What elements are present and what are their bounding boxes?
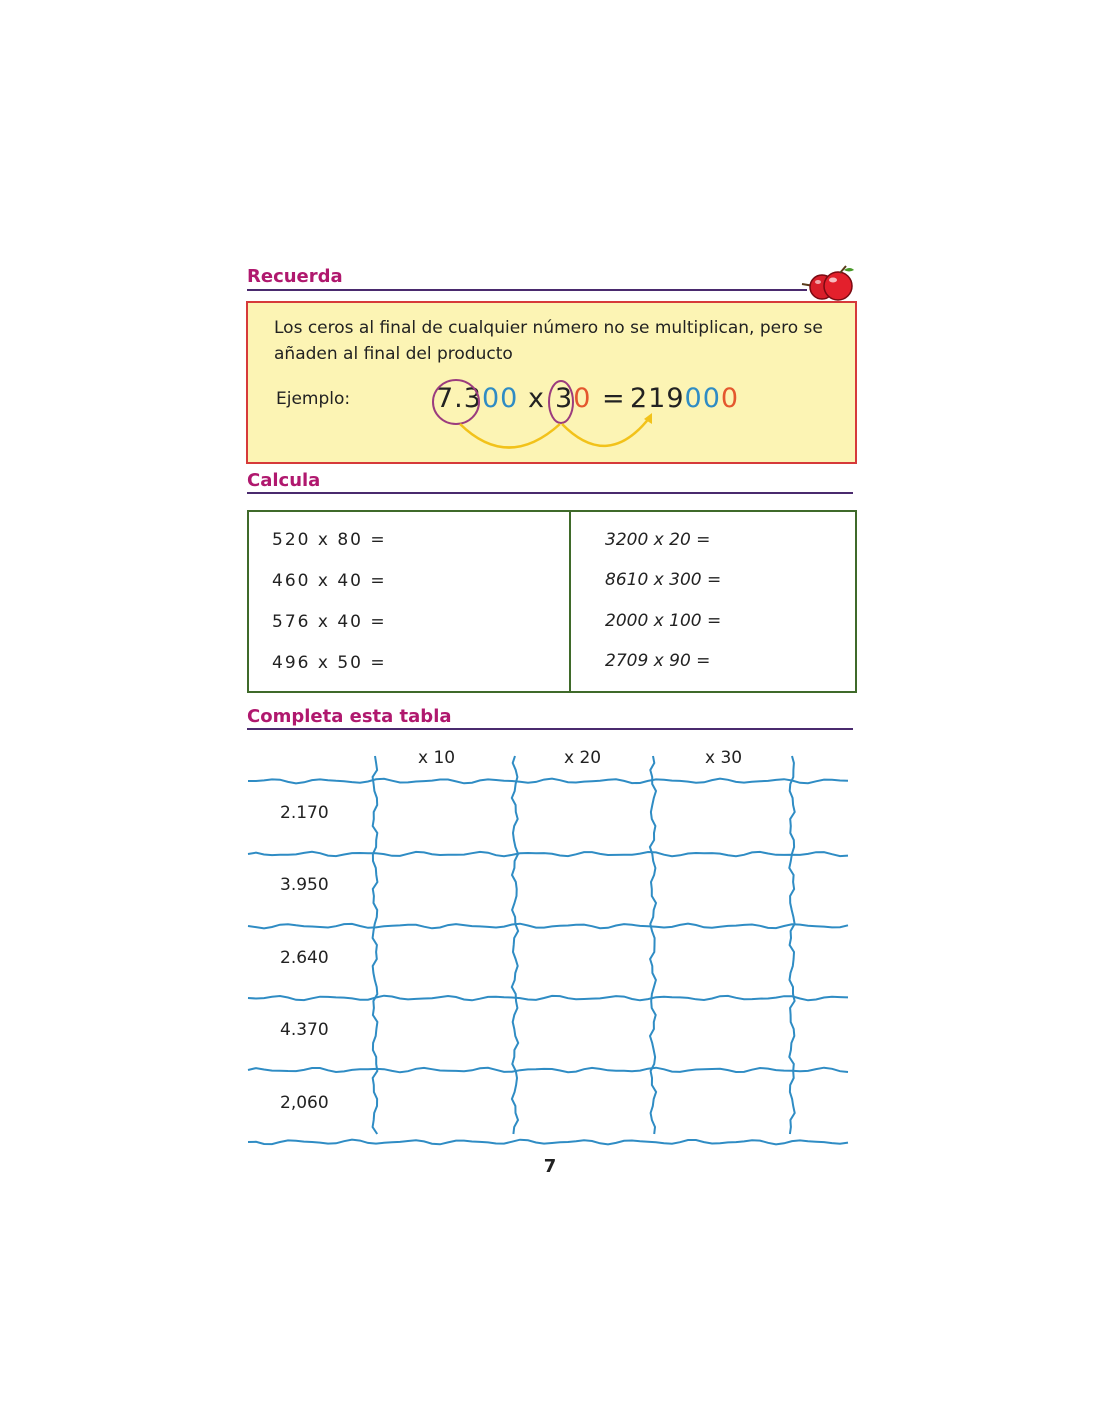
calc-item: 460 x 40 = bbox=[272, 571, 387, 591]
table-row-line bbox=[248, 1140, 848, 1145]
table-row-line bbox=[248, 779, 848, 784]
factor-a-zeros: 00 bbox=[481, 383, 519, 414]
factor-b-digit: 3 bbox=[555, 383, 574, 414]
row-label: 2.640 bbox=[280, 948, 329, 968]
table-row-line bbox=[248, 924, 848, 929]
column-header: x 20 bbox=[564, 748, 602, 768]
table-column-line bbox=[650, 756, 656, 1134]
table-column-line bbox=[512, 756, 518, 1134]
row-label: 2.170 bbox=[280, 803, 329, 823]
factor-a-digits: 7.3 bbox=[436, 383, 482, 414]
table-row-line bbox=[248, 996, 848, 1001]
equation-times: x bbox=[528, 383, 545, 414]
calc-item: 2000 x 100 = bbox=[605, 611, 722, 631]
section-heading-table: Completa esta tabla bbox=[247, 706, 452, 727]
table-column-line bbox=[373, 756, 378, 1134]
row-label: 4.370 bbox=[280, 1020, 329, 1040]
column-header: x 10 bbox=[418, 748, 456, 768]
calc-item: 520 x 80 = bbox=[272, 530, 387, 550]
calc-item: 3200 x 20 = bbox=[605, 530, 711, 550]
factor-b-zero: 0 bbox=[573, 383, 592, 414]
table-row-line bbox=[248, 852, 848, 856]
section-heading-recuerda: Recuerda bbox=[247, 266, 343, 287]
remember-text: Los ceros al final de cualquier número no se multiplican, pero se añaden al final del producto bbox=[274, 318, 823, 364]
page-number: 7 bbox=[543, 1156, 557, 1177]
table-row-line bbox=[248, 1068, 848, 1073]
result-digits: 219 bbox=[630, 383, 685, 414]
example-label: Ejemplo: bbox=[276, 389, 351, 409]
section-heading-calcula: Calcula bbox=[247, 470, 321, 491]
calc-item: 576 x 40 = bbox=[272, 612, 387, 632]
calc-item: 496 x 50 = bbox=[272, 653, 387, 673]
calc-item: 2709 x 90 = bbox=[605, 651, 711, 671]
row-label: 2,060 bbox=[280, 1093, 329, 1113]
column-header: x 30 bbox=[705, 748, 743, 768]
result-blue-zeros: 00 bbox=[684, 383, 721, 414]
result-orange-zero: 0 bbox=[720, 383, 740, 414]
equation-equals: = bbox=[602, 383, 626, 414]
table-column-line bbox=[789, 756, 794, 1134]
calc-item: 8610 x 300 = bbox=[605, 570, 722, 590]
row-label: 3.950 bbox=[280, 875, 329, 895]
